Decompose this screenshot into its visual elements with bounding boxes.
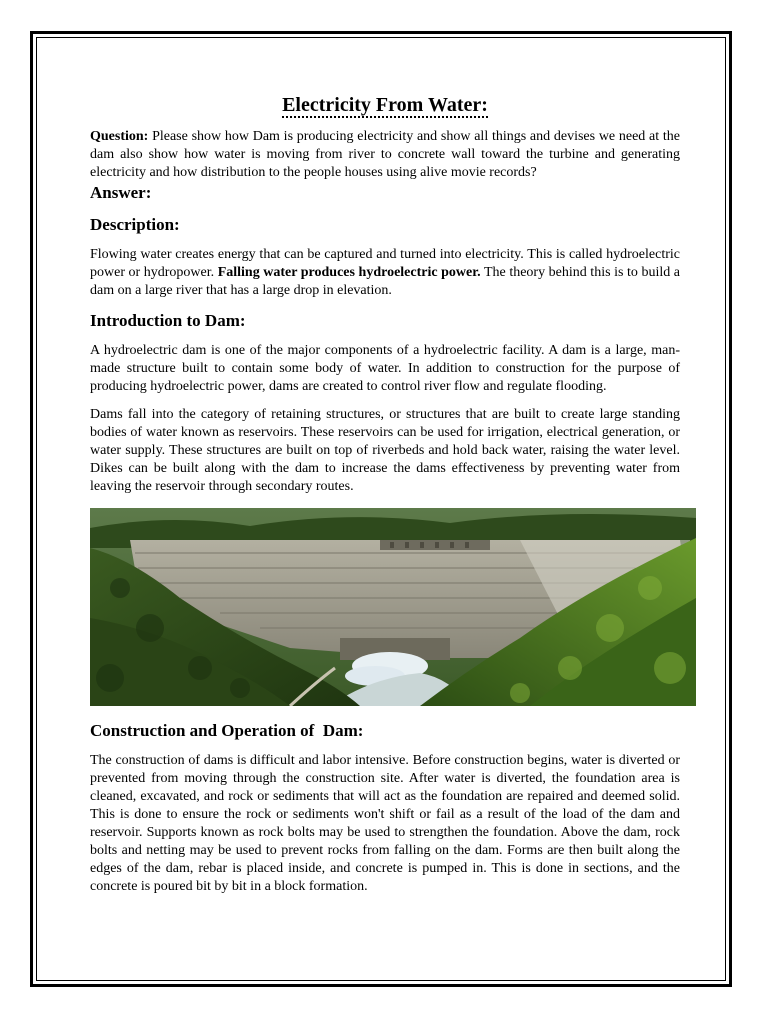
intro-heading: Introduction to Dam: bbox=[90, 311, 246, 330]
question-paragraph bbox=[90, 128, 680, 182]
description-text-2: The theory behind this is to build a dam on a large river that has a large drop in elevation. bbox=[90, 265, 680, 298]
description-text-1: Flowing water creates energy that can be captured and turned into electricity. This is called hydroelectric power or hydropower. bbox=[90, 247, 680, 280]
description-paragraph bbox=[90, 246, 680, 300]
answer-heading: Answer: bbox=[90, 183, 152, 202]
intro-paragraph-2: Dams fall into the category of retaining structures, or structures that are built to create large standing bodies of water known as reservoirs. These reservoirs can be used for irrigation, electrical generation, or water supply. These structures are built on top of riverbeds and hold back water, raising the water level. Dikes can be built along with the dam to increase the dams effectiveness by preventing water from leaving the reservoir through secondary routes. bbox=[90, 407, 680, 494]
document-body bbox=[90, 92, 680, 896]
intro-paragraph-1: A hydroelectric dam is one of the major components of a hydroelectric facility. A dam is a large, man-made structure built to contain some body of water. In addition to construction for the purpose of producing hydroelectric power, dams are created to control river flow and regulate flooding. bbox=[90, 343, 680, 394]
question-label: Question: bbox=[90, 129, 149, 144]
description-bold: Falling water produces hydroelectric power. bbox=[217, 265, 481, 280]
document-title bbox=[90, 92, 680, 118]
description-heading: Description: bbox=[90, 215, 180, 234]
construction-heading: Construction and Operation of Dam: bbox=[90, 721, 364, 740]
dam-photo bbox=[90, 508, 696, 706]
construction-paragraph: The construction of dams is difficult and labor intensive. Before construction begins, water is diverted or prevented from moving through the construction site. After water is diverted, the foundation area is cleaned, excavated, and rock or sediments that will act as the foundation are repaired and deemed solid. This is done to ensure the rock or sediments won't shift or fail as a result of the load of the dam and reservoir. Supports known as rock bolts may be used to strengthen the foundation. Above the dam, rock bolts and netting may be used to prevent rocks from falling on the dam. Forms are then built along the edges of the dam, rebar is placed inside, and concrete is pumped in. This is done in sections, and the concrete is poured bit by bit in a block formation. bbox=[90, 753, 680, 894]
question-text: Please show how Dam is producing electricity and show all things and devises we need at the dam also show how water is moving from river to concrete wall toward the turbine and generating electricity and how distribution to the people houses using alive movie records? bbox=[90, 129, 680, 180]
document-title-text: Electricity From Water: bbox=[282, 94, 488, 116]
